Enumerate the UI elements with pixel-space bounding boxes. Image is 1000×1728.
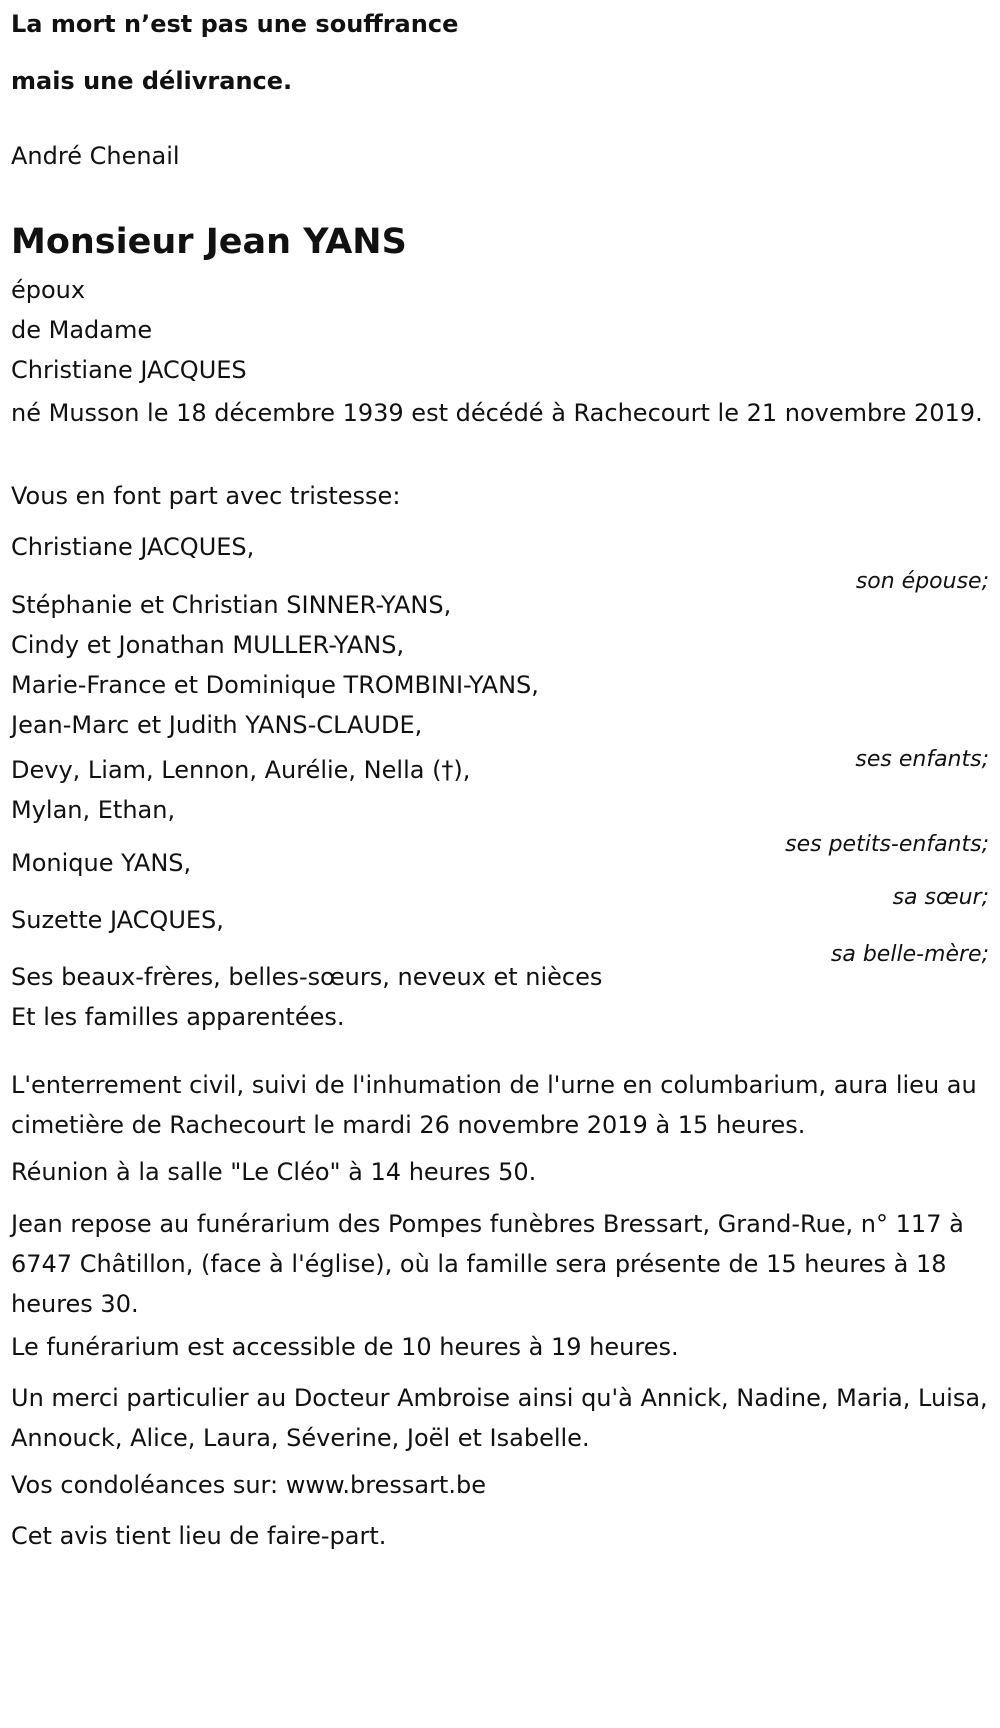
family-name-line: Stéphanie et Christian SINNER-YANS, <box>11 591 452 619</box>
spouse-block <box>11 270 247 390</box>
family-name-line: Marie-France et Dominique TROMBINI-YANS, <box>11 671 539 699</box>
family-name-line: Mylan, Ethan, <box>11 796 176 824</box>
family-relation: son épouse; <box>855 569 989 594</box>
family-name-line: Jean-Marc et Judith YANS-CLAUDE, <box>11 711 423 739</box>
deceased-name: Monsieur Jean YANS <box>11 222 407 262</box>
extended-family-line: Et les familles apparentées. <box>11 1003 345 1031</box>
family-name-line: Monique YANS, <box>11 849 192 877</box>
quote-author: André Chenail <box>11 142 180 170</box>
birth-death-text: né Musson le 18 décembre 1939 est décédé à Rachecourt le 21 novembre 2019. <box>11 399 983 427</box>
family-name-line: Devy, Liam, Lennon, Aurélie, Nella (†), <box>11 756 471 784</box>
extended-family <box>11 957 989 1037</box>
spouse-line: de Madame <box>11 316 153 344</box>
family-name-line: Christiane JACQUES, <box>11 533 255 561</box>
thanks-text: Un merci particulier au Docteur Ambroise ainsi qu'à Annick, Nadine, Maria, Luisa, Annouck, Alice, Laura, Séverine, Joël et Isabelle. <box>11 1384 988 1452</box>
ceremony-text: L'enterrement civil, suivi de l'inhumation de l'urne en columbarium, aura lieu au cimetière de Rachecourt le mardi 26 novembre 2019 à 15 heures. <box>11 1071 977 1139</box>
spouse-line: époux <box>11 276 86 304</box>
family-relation: ses enfants; <box>855 747 989 772</box>
announce-text: Vous en font part avec tristesse: <box>11 482 401 510</box>
closing-text: Cet avis tient lieu de faire-part. <box>11 1522 387 1550</box>
meeting-text: Réunion à la salle "Le Cléo" à 14 heures 50. <box>11 1158 537 1186</box>
family-relation: ses petits-enfants; <box>785 832 989 857</box>
quote-line-2: mais une délivrance. <box>11 67 293 95</box>
family-relation: sa sœur; <box>892 885 989 910</box>
condolences-text: Vos condoléances sur: www.bressart.be <box>11 1471 486 1499</box>
extended-family-line: Ses beaux-frères, belles-sœurs, neveux et nièces <box>11 963 603 991</box>
spouse-line: Christiane JACQUES <box>11 356 247 384</box>
family-group-children <box>11 585 989 775</box>
hours-text: Le funérarium est accessible de 10 heures à 19 heures. <box>11 1333 679 1361</box>
funerarium-text: Jean repose au funérarium des Pompes funèbres Bressart, Grand-Rue, n° 117 à 6747 Châtillon, (face à l'église), où la famille sera présente de 15 heures à 18 heures 30. <box>11 1210 964 1318</box>
quote-line-1: La mort n’est pas une souffrance <box>11 10 459 38</box>
family-name-line: Cindy et Jonathan MULLER-YANS, <box>11 631 405 659</box>
family-relation: sa belle-mère; <box>830 942 989 967</box>
family-name-line: Suzette JACQUES, <box>11 906 224 934</box>
